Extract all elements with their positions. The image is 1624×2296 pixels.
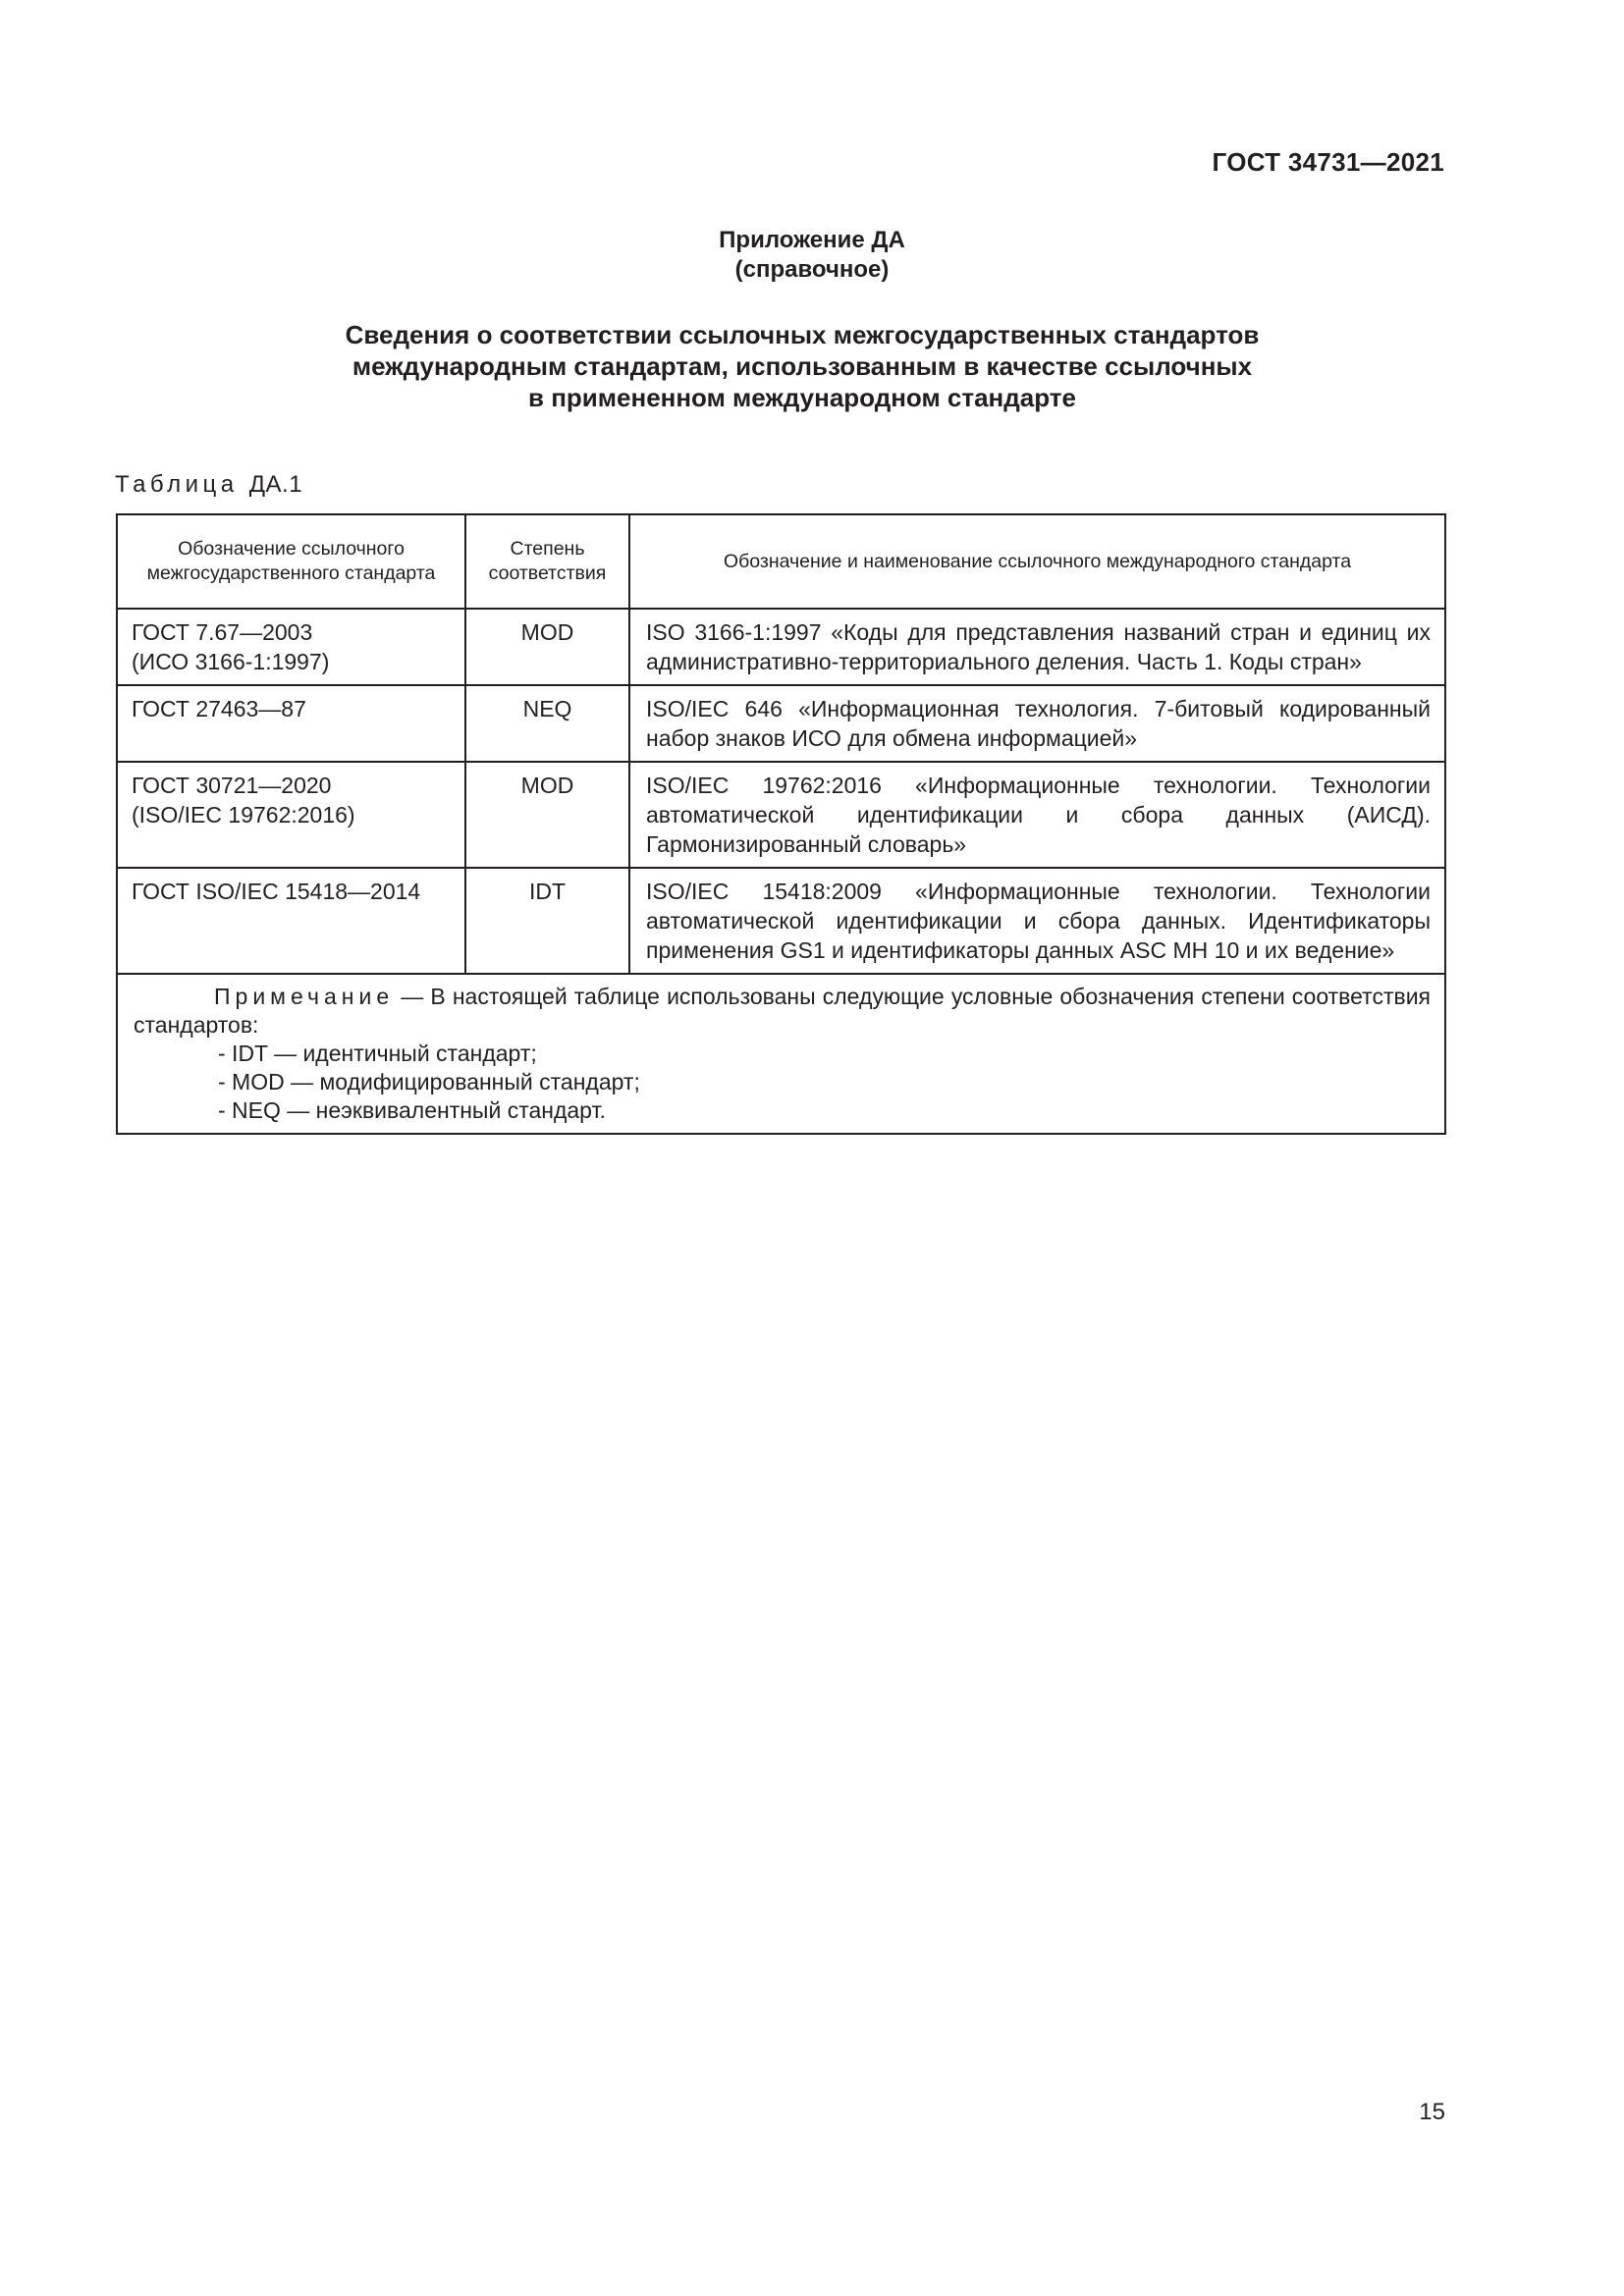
table-header-row [117, 514, 1445, 609]
heading-line-3: в примененном международном стандарте [528, 383, 1076, 412]
heading-line-2: международным стандартам, использованным в качестве ссылочных [352, 351, 1253, 381]
section-heading [0, 319, 1624, 413]
note-text [134, 983, 1431, 1040]
table-caption-label: Таблица [115, 471, 239, 498]
table-note-row [117, 974, 1445, 1134]
note-label: Примечание [214, 984, 395, 1009]
cell-standard: ГОСТ ISO/IEC 15418—2014 [117, 868, 465, 974]
note-item-neq: - NEQ — неэквивалентный стандарт. [218, 1097, 606, 1123]
cell-international: ISO/IEC 646 «Информационная технология. 7-битовый кодированный набор знаков ИСО для обмена информацией» [629, 685, 1445, 762]
table-note [117, 974, 1445, 1134]
cell-degree: IDT [465, 868, 629, 974]
cell-international: ISO/IEC 19762:2016 «Информационные технологии. Технологии автоматической идентификации и сбора данных (АИСД). Гармонизированный словарь» [629, 762, 1445, 868]
cell-international: ISO/IEC 15418:2009 «Информационные технологии. Технологии автоматической идентификации и сбора данных. Идентификаторы применения GS1 и идентификаторы данных ASC MH 10 и их ведение» [629, 868, 1445, 974]
page-number: 15 [1419, 2099, 1445, 2125]
appendix-title: Приложение ДА [719, 227, 905, 253]
column-header-standard: Обозначение ссылочного межгосударственного стандарта [117, 514, 465, 609]
table-row [117, 868, 1445, 974]
appendix-heading [0, 226, 1624, 285]
column-header-international: Обозначение и наименование ссылочного международного стандарта [629, 514, 1445, 609]
note-item-mod: - MOD — модифицированный стандарт; [218, 1069, 640, 1095]
table-row [117, 685, 1445, 762]
reference-standards-table [116, 513, 1446, 1135]
table-caption-number: ДА.1 [248, 471, 303, 498]
cell-international: ISO 3166-1:1997 «Коды для представления названий стран и единиц их административно-территориального деления. Часть 1. Коды стран» [629, 609, 1445, 685]
table-row [117, 609, 1445, 685]
cell-standard: ГОСТ 30721—2020 (ISO/IEC 19762:2016) [117, 762, 465, 868]
note-body: — В настоящей таблице использованы следующие условные обозначения степени соответствия стандартов: [134, 984, 1431, 1038]
heading-line-1: Сведения о соответствии ссылочных межгосударственных стандартов [345, 320, 1260, 349]
document-number: ГОСТ 34731—2021 [1212, 147, 1444, 177]
table-row [117, 762, 1445, 868]
cell-standard: ГОСТ 27463—87 [117, 685, 465, 762]
cell-degree: NEQ [465, 685, 629, 762]
appendix-subtitle: (справочное) [734, 256, 890, 283]
cell-degree: MOD [465, 762, 629, 868]
note-item-idt: - IDT — идентичный стандарт; [218, 1041, 537, 1066]
cell-degree: MOD [465, 609, 629, 685]
table-caption [115, 471, 302, 499]
column-header-degree: Степень соответствия [465, 514, 629, 609]
cell-standard: ГОСТ 7.67—2003 (ИСО 3166-1:1997) [117, 609, 465, 685]
